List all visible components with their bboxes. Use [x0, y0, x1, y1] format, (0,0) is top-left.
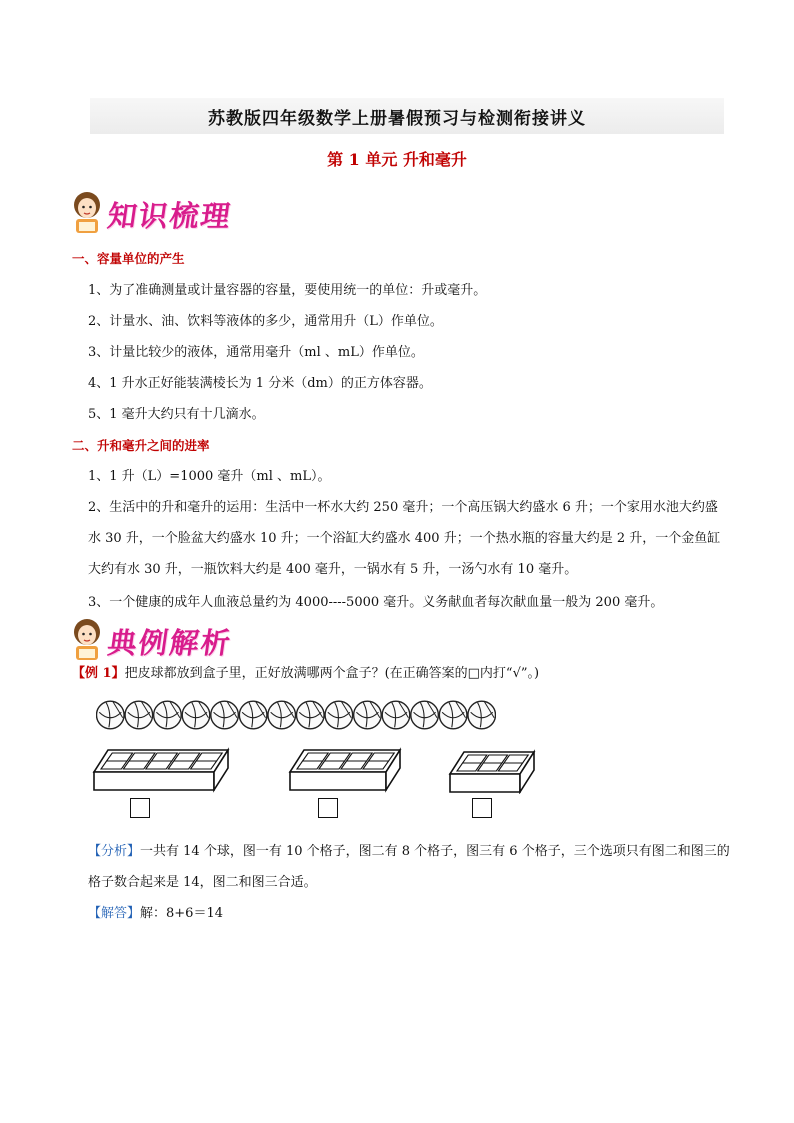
ball — [182, 701, 210, 729]
list-item: 2、计量水、油、饮料等液体的多少，通常用升（L）作单位。 — [88, 314, 443, 329]
section1-list — [88, 275, 728, 430]
ball — [125, 701, 153, 729]
ball — [382, 701, 410, 729]
list-item: 4、1 升水正好能装满棱长为 1 分米（dm）的正方体容器。 — [88, 376, 432, 391]
tray-front — [290, 772, 386, 790]
knowledge-banner — [70, 185, 235, 235]
answer-checkbox-2[interactable] — [318, 798, 338, 818]
box-figure-1 — [92, 742, 232, 794]
ball — [297, 701, 325, 729]
ball — [439, 701, 467, 729]
answer-checkbox-1[interactable] — [130, 798, 150, 818]
example1-question-line — [72, 662, 539, 681]
analysis-paragraph — [88, 836, 732, 898]
list-item: 1、为了准确测量或计量容器的容量，要使用统一的单位：升或毫升。 — [88, 283, 487, 298]
section2-item1: 1、1 升（L）=1000 毫升（ml 、mL）。 — [88, 469, 331, 484]
answer-paragraph — [88, 898, 728, 929]
analysis-tag: 【分析】 — [88, 844, 141, 859]
example1-label: 【例 1】 — [72, 666, 125, 681]
box-figure-3 — [448, 744, 538, 794]
answer-checkbox-3[interactable] — [472, 798, 492, 818]
section1-heading: 一、容量单位的产生 — [72, 251, 185, 266]
answer-tag: 【解答】 — [88, 906, 141, 921]
unit-title: 第 1 单元 升和毫升 — [327, 150, 467, 169]
ball — [411, 701, 439, 729]
ball — [268, 701, 296, 729]
section2-item3: 3、一个健康的成年人血液总量约为 4000----5000 毫升。义务献血者每次献血量一般为 200 毫升。 — [88, 595, 664, 610]
ball — [468, 701, 496, 729]
tray-front — [94, 772, 214, 790]
knowledge-banner-title: 知识梳理 — [105, 199, 235, 233]
examples-banner — [70, 612, 235, 662]
document-title: 苏教版四年级数学上册暑假预习与检测衔接讲义 — [208, 109, 586, 129]
examples-banner-title: 典例解析 — [105, 626, 235, 660]
box-figure-2 — [288, 742, 404, 794]
list-item: 3、计量比较少的液体，通常用毫升（ml 、mL）作单位。 — [88, 345, 424, 360]
tray-front — [450, 774, 520, 792]
section2-heading: 二、升和毫升之间的进率 — [72, 438, 210, 453]
answer-text: 解：8+6＝14 — [140, 906, 223, 921]
balls-row — [96, 700, 496, 730]
ball — [239, 701, 267, 729]
list-item: 5、1 毫升大约只有十几滴水。 — [88, 407, 265, 422]
analysis-text: 一共有 14 个球，图一有 10 个格子，图二有 8 个格子，图三有 6 个格子，三个选项只有图二和图三的格子数合起来是 14，图二和图三合适。 — [88, 844, 730, 890]
ball — [325, 701, 353, 729]
girl-mascot-icon — [70, 616, 104, 662]
ball — [354, 701, 382, 729]
girl-mascot-icon — [70, 189, 104, 235]
ball — [97, 701, 125, 729]
section2-item2: 2、生活中的升和毫升的运用：生活中一杯水大约 250 毫升；一个高压锅大约盛水 6 升；一个家用水池大约盛水 30 升，一个脸盆大约盛水 10 升；一个浴缸大约盛水 400 升；一个热水瓶的容量大约是 2 升，一个金鱼缸大约有水 30 升，一瓶饮料大约是 400 毫升，一锅水有 5 升，一汤勺水有 10 毫升。 — [88, 500, 721, 577]
example1-question: 把皮球都放到盒子里，正好放满哪两个盒子？(在正确答案的□内打“√”。) — [124, 666, 540, 681]
ball — [154, 701, 182, 729]
ball — [211, 701, 239, 729]
